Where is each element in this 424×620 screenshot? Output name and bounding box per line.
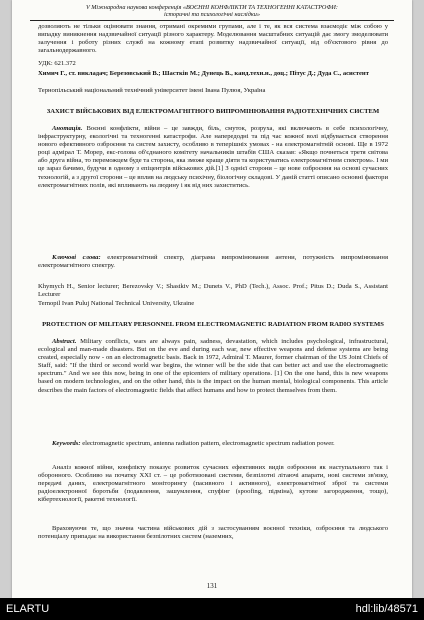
conference-header (12, 4, 412, 18)
authors-en (38, 283, 388, 299)
header-line-1: V Міжнародна наукова конференція «ВОЄННІ КОНФЛІКТИ ТА ТЕХНОГЕННІ КАТАСТРОФИ: (86, 4, 338, 11)
authors-ua: Химич Г., ст. викладач; Березовський В.; Шастків М.; Дунець В., канд.техн.н., доц.; Пітус Д.; Дуда С., асистент (38, 70, 369, 77)
document-page (12, 0, 412, 598)
repository-footer (0, 598, 424, 620)
keywords-en-text: electromagnetic spectrum, antenna radiation pattern, electromagnetic spectrum radiation power. (80, 440, 335, 447)
page-number: 131 (206, 582, 218, 590)
title-en: PROTECTION OF MILITARY PERSONNEL FROM ELECTROMAGNETIC RADIATION FROM RADIO SYSTEMS (42, 321, 384, 328)
keywords-en-label: Keywords: (52, 440, 81, 447)
abstract-ua (38, 125, 388, 190)
abstract-ua-label: Анотація. (52, 125, 83, 132)
keywords-ua-text: електромагнітний спектр, діаграма випромінювання антени, потужність випромінювання електромагнітного спектру. (38, 254, 388, 270)
title-ua: ЗАХИСТ ВІЙСЬКОВИХ ВІД ЕЛЕКТРОМАГНІТНОГО ВИПРОМІНЮВАННЯ РАДІОТЕХНІЧНИХ СИСТЕМ (46, 108, 380, 115)
repository-name: ELARTU (6, 603, 50, 615)
abstract-en (38, 338, 388, 395)
authors-en-text: Khymych H., Senior lecturer; Berezovsky V.; Shastkiv M.; Dunets V., PhD (Tech.), Assoc. Prof.; Pitus D.; Duda S., Assistant Lecturer (38, 283, 388, 299)
keywords-ua (38, 254, 388, 270)
keywords-ua-label: Ключові слова: (52, 254, 101, 261)
keywords-en (38, 440, 388, 448)
intro-paragraph: дозволяють не тільки оцінювати знання, отримані окремими групами, але і те, як вся система взаємодіє між собою у випадку виникнення надзвичайної ситуації різного характеру. Моделювання масштабних ситуацій дає змогу змоделювати залучення і роботу різних служб на кожному етапі розвитку надзвичайної ситуації, від об'єктового рівня до загальнодержавного. (38, 23, 388, 55)
handle-id: hdl:lib/48571 (355, 603, 418, 615)
udc-code: УДК: 621.372 (38, 60, 76, 67)
abstract-ua-text: Воєнні конфлікти, війни – це завжди, біль, смуток, розруха, які включають в себе психологічну, інфраструктурну, екологічні та техногенні катастрофи. Але напередодні та під час кожної волі відбувається створення нового ефективного озброєння та систем захисту, особливо в теперішніх умовах - на електромагнітній основі. Ще в 1972 році адмірал Т. Морер, екс-голова об'єднаного комітету начальників штабів США сказав: «Якщо почнеться третя світова або друга війна, то переможцем буде та сторона, яка зможе краще діяти та користуватись електромагнітним спектром». І ми це зараз бачимо, будучи в одному з епіцентрів військових дій.[1] З однієї сторони – це нове озброєння на основі сучасних технологій, а з другої сторони – це вплив на людську психічну, біологічну складові. У даній статті описано основні фактори електромагнітних полів, які впливають на людину і як від них захиститись. (38, 125, 388, 189)
affiliation-en: Ternopil Ivan Puluj National Technical University, Ukraine (38, 300, 195, 307)
abstract-en-label: Abstract. (52, 338, 77, 345)
affiliation-ua: Тернопільський національний технічний університет імені Івана Пулюя, Україна (38, 87, 266, 94)
body-paragraph-2: Враховуючи те, що значна частина військових дій з застосуванням воєнної техніки, озброєння та людського потенціалу припадає на використання безпілотних систем (наземних, (38, 525, 388, 541)
body-paragraph-1: Аналіз кожної війни, конфлікту показує розвиток сучасних ефективних видів озброєння як наступального так і оборонного. Особливо на початку XXI ст. – це роботизовані системи, безпілотні літаючі апарати, нові системи зв'язку, передачі даних, електромагнітного моніторингу (пасивного і активного), електромагнітної зброї та системи радіоелектронної боротьби (подавлення, зашумлення, спуфінг (spoofing, підміна), кутове загородження, тощо), кібертехнології, ракетні технології. (38, 464, 388, 504)
header-line-2: історичні та психологічні наслідки» (164, 11, 260, 19)
header-rule (30, 20, 394, 21)
abstract-en-text: Military conflicts, wars are always pain, sadness, devastation, which includes psychological, infrastructural, ecological and man-made disasters. But on the eve and during each war, new effective weapons and defense systems are being created, especially now - on an electromagnetic basis. Back in 1972, Admiral T. Maurer, former chairman of the US Joint Chiefs of Staff, said: "If the third or second world war begins, the winner will be the side that can better act and use the electromagnetic spectrum." And we see this now, being in one of the epicenters of military operations. [1] On the one hand, this is new weapons based on modern technologies, and on the other hand, this is the impact on the human mental, biological components. This article describes the main factors of electromagnetic fields that affect humans and how to protect themselves from them. (38, 338, 388, 394)
